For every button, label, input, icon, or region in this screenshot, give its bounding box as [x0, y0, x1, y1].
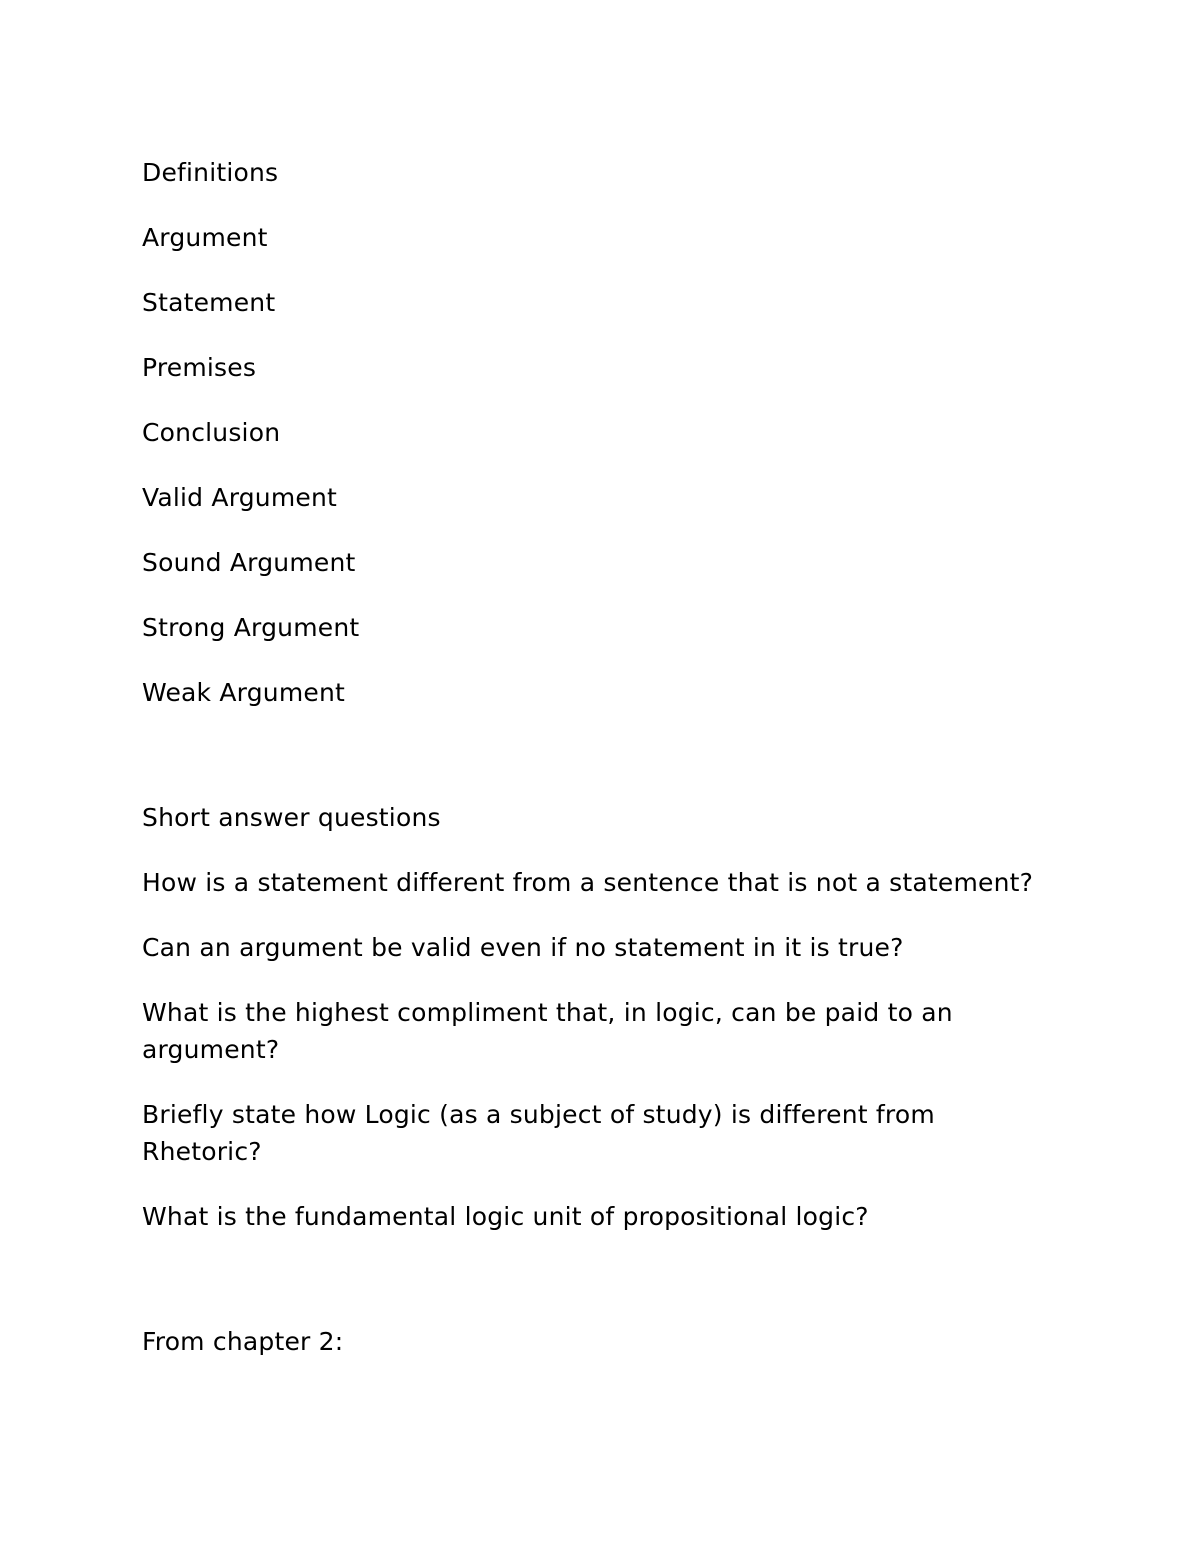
question-item: Can an argument be valid even if no statement in it is true? [142, 933, 904, 962]
definitions-heading: Definitions [142, 158, 279, 187]
definition-term: Argument [142, 223, 268, 252]
question-item: What is the fundamental logic unit of propositional logic? [142, 1202, 869, 1231]
question-item: What is the highest compliment that, in logic, can be paid to an argument? [142, 998, 953, 1064]
definition-term: Sound Argument [142, 548, 356, 577]
definition-term: Strong Argument [142, 613, 360, 642]
question-item: How is a statement different from a sentence that is not a statement? [142, 868, 1034, 897]
chapter2-heading: From chapter 2: [142, 1327, 344, 1356]
short-answer-heading: Short answer questions [142, 803, 441, 832]
definition-term: Conclusion [142, 418, 281, 447]
definition-term: Premises [142, 353, 257, 382]
section-spacer [142, 1263, 1042, 1323]
definition-term: Weak Argument [142, 678, 346, 707]
section-spacer [142, 739, 1042, 799]
question-item: Briefly state how Logic (as a subject of study) is different from Rhetoric? [142, 1100, 935, 1166]
definition-term: Statement [142, 288, 276, 317]
definition-term: Valid Argument [142, 483, 338, 512]
document-body [142, 154, 1042, 1388]
